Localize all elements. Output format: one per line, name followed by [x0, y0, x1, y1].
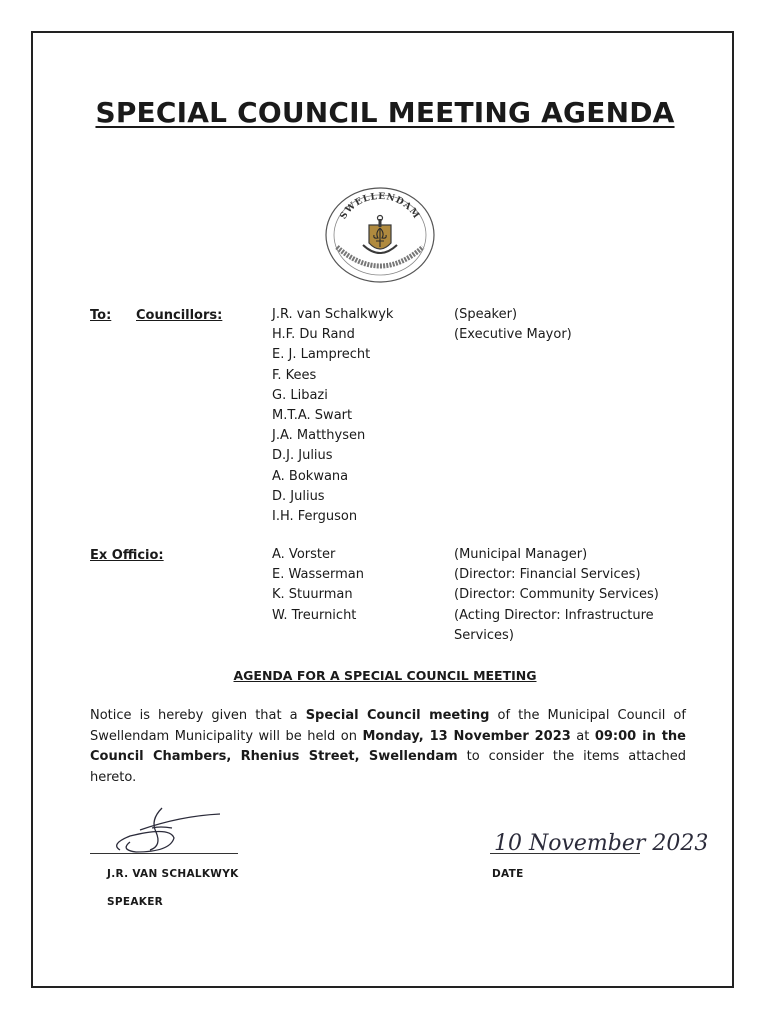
ex-officio-role: Services)	[454, 627, 514, 643]
councillor-name: J.A. Matthysen	[272, 428, 366, 444]
ex-officio-roles	[454, 545, 659, 646]
handwritten-signature	[100, 806, 230, 858]
ex-officio-name: A. Vorster	[272, 547, 336, 562]
councillor-names	[272, 305, 393, 527]
councillors-label: Councillors:	[136, 308, 223, 323]
to-label: To:	[90, 308, 112, 323]
date-label: DATE	[492, 868, 524, 880]
notice-paragraph	[90, 706, 686, 788]
councillor-name: E. J. Lamprecht	[272, 347, 371, 363]
ex-officio-name: E. Wasserman	[272, 567, 364, 583]
ex-officio-names	[272, 545, 364, 626]
councillor-name: G. Libazi	[272, 387, 328, 403]
notice-text: Notice is hereby given that a	[90, 708, 306, 723]
councillor-name: D. Julius	[272, 488, 325, 504]
councillor-role: (Speaker)	[454, 307, 518, 322]
councillor-roles	[454, 305, 572, 345]
councillor-name: M.T.A. Swart	[272, 408, 353, 424]
notice-meeting-date: Monday, 13 November 2023	[362, 728, 571, 744]
councillor-name: I.H. Ferguson	[272, 509, 358, 525]
councillor-name: A. Bokwana	[272, 468, 349, 484]
signatory-title: SPEAKER	[107, 896, 164, 908]
notice-text: to consider the items attached hereto.	[90, 749, 687, 785]
councillor-role: (Executive Mayor)	[454, 327, 572, 343]
notice-text: at	[570, 728, 595, 744]
notice-meeting-type: Special Council meeting	[305, 708, 490, 723]
ex-officio-role: (Director: Financial Services)	[454, 567, 641, 583]
signatory-name: J.R. VAN SCHALKWYK	[107, 868, 239, 880]
councillor-name: J.R. van Schalkwyk	[272, 307, 394, 322]
ex-officio-role: (Acting Director: Infrastructure	[454, 607, 654, 623]
ex-officio-name: W. Treurnicht	[272, 607, 357, 623]
agenda-subtitle: AGENDA FOR A SPECIAL COUNCIL MEETING	[233, 668, 537, 683]
councillor-name: H.F. Du Rand	[272, 327, 355, 343]
notice-meeting-venue: 09:00 in the Council Chambers, Rhenius Street, Swellendam	[90, 728, 686, 764]
councillor-name: F. Kees	[272, 367, 317, 383]
handwritten-date-text: 10 November 2023	[494, 831, 709, 856]
document-title: SPECIAL COUNCIL MEETING AGENDA	[95, 96, 675, 129]
date-line	[490, 853, 640, 854]
councillor-name: D.J. Julius	[272, 448, 333, 464]
signature-line	[90, 853, 238, 854]
ex-officio-role: (Director: Community Services)	[454, 587, 659, 603]
ex-officio-label: Ex Officio:	[90, 548, 164, 563]
seal-arc-text: SWELLENDAM	[338, 191, 422, 222]
ex-officio-name: K. Stuurman	[272, 587, 353, 603]
notice-text: of the Municipal Council of Swellendam Municipality will be held on	[90, 708, 686, 744]
ex-officio-role: (Municipal Manager)	[454, 547, 588, 562]
municipal-seal-logo	[323, 185, 437, 285]
